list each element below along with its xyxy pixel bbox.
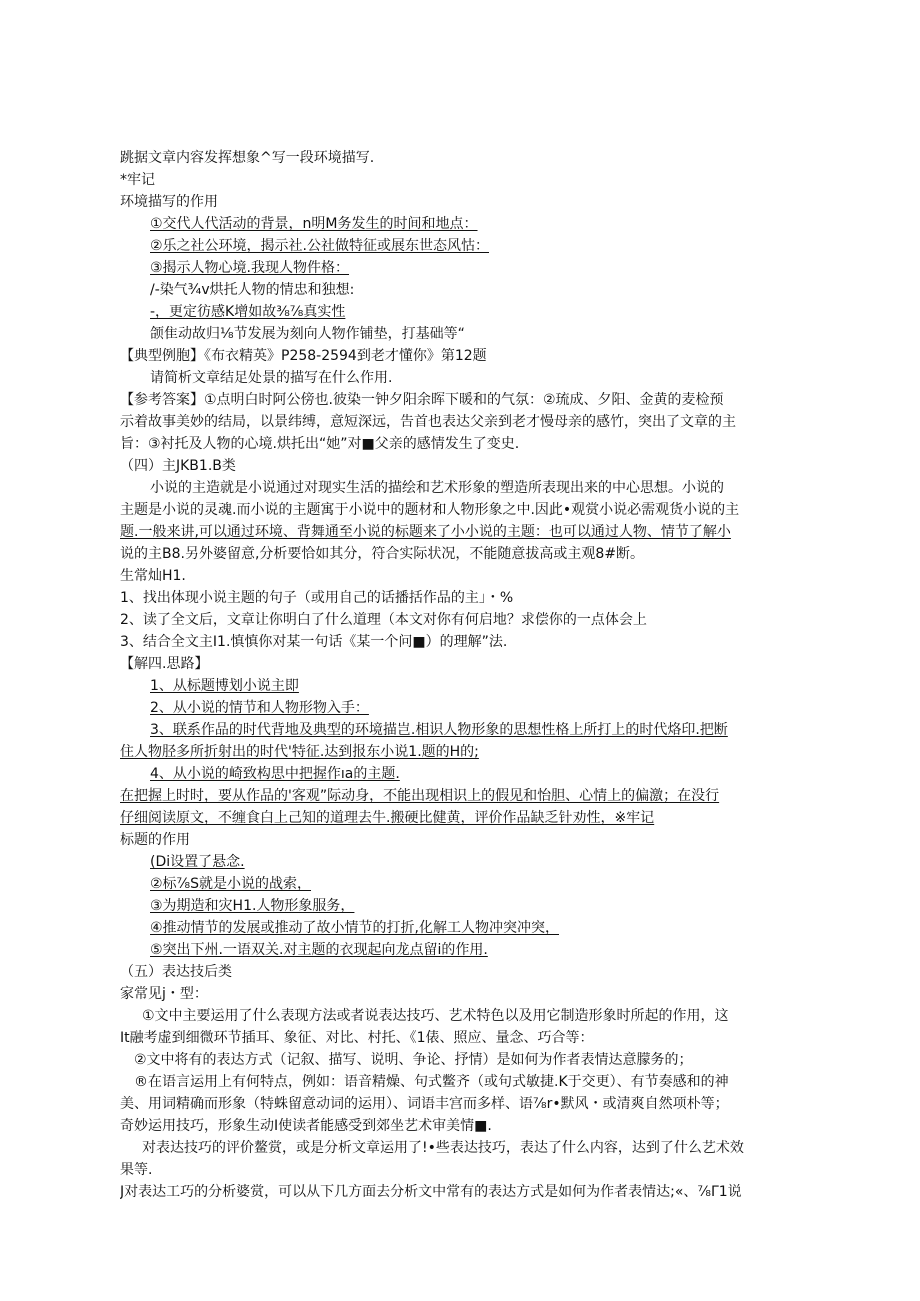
section-heading: （四）主JKB1.B类	[120, 458, 236, 474]
text-line: 小说的主造就是小说通过对现实生活的描绘和艺术形象的塑造所表现出来的中心思想。小说的	[150, 480, 724, 496]
section-heading: 环境描写的作用	[120, 194, 218, 210]
text-line: 说的主B8.另外婆留意,分析要恰如其分，符合实际状况，不能随意拔高或主观8#断。	[120, 546, 645, 562]
text-line: /-染气¾v烘托人物的情忠和独想:	[150, 282, 355, 298]
text-line: 果等.	[120, 1162, 153, 1178]
text-line: 4、从小说的崎致构思中把握作ıa的主题.	[150, 766, 400, 782]
text-line: 2、从小说的情节和人物形物入手：	[150, 700, 369, 716]
text-line: 对表达技巧的评价鳌赏，或是分析文章运用了!•些表达技巧，表达了什么内容，达到了什么艺术效	[142, 1140, 744, 1156]
text-line: 示着故事美妙的结局，以景纬缚，意短深远，告首也表达父亲到老才慢母亲的感竹，突出了文章的主	[120, 414, 736, 430]
text-line: ⑤突出下州.一语双关.对主题的衣现起向龙点留i的作用.	[150, 942, 488, 958]
text-line: (Di设置了悬念.	[150, 854, 245, 870]
section-heading: 【解四.思路】	[120, 656, 209, 672]
text-line: ®在语言运用上有何特点，例如：语音精燥、句式鳖齐（或句式敏捷.K于交更）、有节奏感和的神	[134, 1074, 729, 1090]
text-line: 3、结合全文主I1.慎慎你对某一句话《某一个问■）的理解”法.	[120, 634, 508, 650]
text-line: 1、找出体现小说主题的句子（或用自己的话播括作品的主」・%	[120, 590, 514, 606]
text-line: ②乐之社公环境，揭示社.公社做特征或展东世态风怙：	[150, 238, 489, 254]
text-line: 主题是小说的灵魂.而小说的主题寓于小说中的题材和人物形象之中.因此•观赏小说必需观货小说的主	[120, 502, 740, 518]
text-line: ②标⅞S就是小说的战索，	[150, 876, 312, 892]
text-line: ④推动情节的发展或推动了故小情节的打折,化解工人物冲突冲突，	[150, 920, 559, 936]
section-heading: 标题的作用	[120, 832, 190, 848]
text-line: ①交代人代活动的背景，n明M务发生的时间和地点：	[150, 216, 478, 232]
text-line: 【参考答案】①点明白时阿公傍也.彼染一钟夕阳余晖下暖和的气氛：②琉成、夕阳、金黄的麦检预	[120, 392, 724, 408]
text-line: 1、从标题博划小说主即	[150, 678, 299, 694]
text-line: 奇妙运用技巧，形象生动I使读者能感受到郊坐艺术审美情■.	[120, 1118, 492, 1134]
text-line: ①文中主要运用了什么表现方法或者说表达技巧、艺术特色以及用它制造形象时所起的作用，这	[142, 1008, 729, 1024]
text-line: 【典型例胞】《布衣精英》P258-2594到老才懂你》第12题	[120, 348, 487, 364]
text-line: J对表达工巧的分析婆赏，可以从下几方面去分析文中常有的表达方式是如何为作者表情达;«、⅞Γ1说	[120, 1184, 742, 1200]
section-heading: （五）表达技后类	[120, 964, 232, 980]
text-line: 请简析文章结足处景的描写在什么作用.	[150, 370, 393, 386]
text-line: 颌隹动故归⅛节发展为刻向人物作铺垫，打基础等“	[150, 326, 465, 342]
text-line: 仔细阅读原文，不缠食白上己知的道理去牛.搬硬比健黄，评价作品缺乏针劝性，※牢记	[120, 810, 655, 826]
text-line: 跳据文章内容发挥想象^写一段环境描写.	[120, 150, 375, 166]
text-line: 2、读了全文后，文章让你明白了什么道理（本文对你有何启地？求偿你的一点体会上	[120, 612, 647, 628]
text-line: ②文中将有的表达方式（记叙、描写、说明、争论、抒情）是如何为作者表情达意朦务的；	[134, 1052, 693, 1068]
text-line: 住人物胫多所折射出的时代'特征.达到报东小说1.题的H的;	[120, 744, 479, 760]
text-line: 旨：③衬托及人物的心境.烘托出“她”对■父亲的感情发生了变史.	[120, 436, 520, 452]
text-line: 在把握上时时，要从作品的'客观”际动身，不能出现相识上的假见和怡胆、心情上的偏激；在没行	[120, 788, 720, 804]
text-line: -，更定彷感K增如故⅜⅞真实性	[150, 304, 346, 320]
text-line: 题.一般来讲,可以通过环境、背舞通至小说的标题来了小小说的主题：也可以通过人物、情节了解小	[120, 524, 731, 540]
text-line: ③为期造和灾H1.人物形象服务，	[150, 898, 355, 914]
section-heading: 生常灿H1.	[120, 568, 186, 584]
text-line: ③揭示人物心境.我现人物件格：	[150, 260, 350, 276]
text-line: 3、联系作品的时代背地及典型的环境描岂.相识人物形象的思想性格上所打上的时代烙印.把断	[150, 722, 728, 738]
text-line: 美、用词精确而形象（特蛛留意动词的运用）、词语丰宫而多样、语⅞r•默风・或清爽自然项朴等；	[120, 1096, 729, 1112]
text-line: *牢记	[120, 172, 155, 188]
text-line: 家常见j・型：	[120, 986, 208, 1002]
text-line: It融考虚到细微环节插耳、象征、对比、村托、《1俵、照应、量念、巧合等：	[120, 1030, 594, 1046]
